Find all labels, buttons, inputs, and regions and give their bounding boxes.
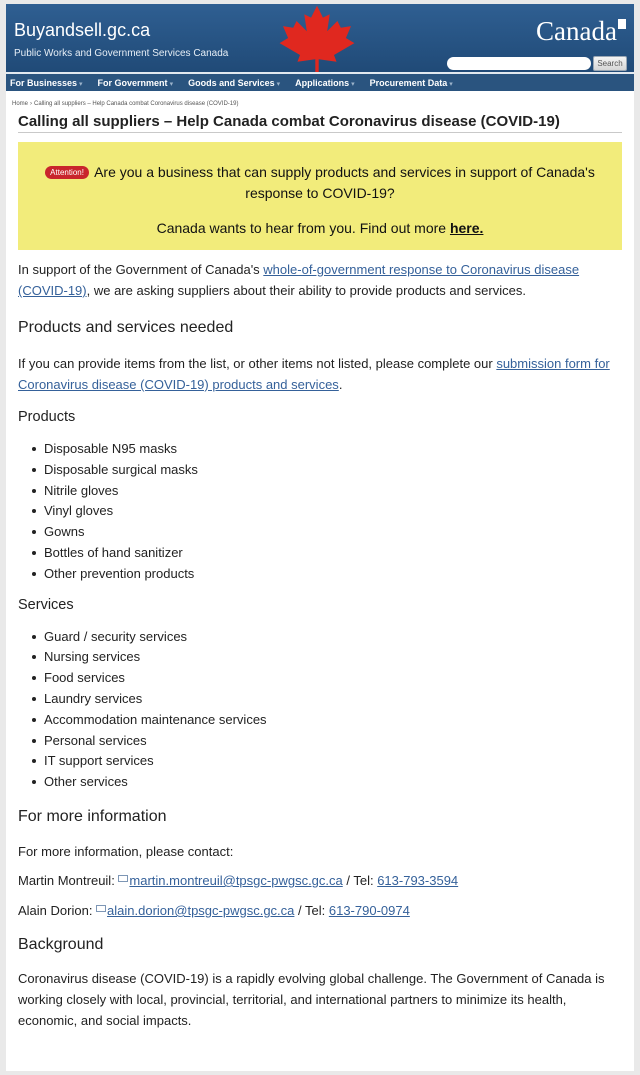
list-item: Vinyl gloves bbox=[44, 501, 622, 522]
site-subtitle: Public Works and Government Services Canada bbox=[14, 48, 229, 59]
caret-icon: ▾ bbox=[449, 80, 453, 88]
nav-applications[interactable] bbox=[295, 78, 355, 88]
breadcrumb-current: Calling all suppliers – Help Canada combat Coronavirus disease (COVID-19) bbox=[34, 101, 239, 107]
here-link[interactable]: here. bbox=[449, 220, 484, 236]
main-nav bbox=[6, 72, 634, 91]
list-item: Food services bbox=[44, 668, 622, 689]
nav-procurement-data[interactable] bbox=[370, 78, 453, 88]
submission-text: If you can provide items from the list, or other items not listed, please complete our bbox=[18, 356, 497, 371]
nav-label: Procurement Data bbox=[369, 77, 448, 88]
submission-form-link[interactable]: submission form for Coronavirus disease (COVID-19) products and services bbox=[18, 356, 610, 392]
tel-link-martin[interactable]: 613-793-3594 bbox=[377, 872, 459, 888]
site-header bbox=[6, 4, 634, 72]
products-needed-heading: Products and services needed bbox=[18, 319, 234, 336]
list-item: Disposable surgical masks bbox=[44, 460, 622, 481]
caret-icon: ▾ bbox=[276, 80, 281, 88]
list-item: Personal services bbox=[44, 731, 622, 752]
tel-link-alain[interactable]: 613-790-0974 bbox=[328, 902, 410, 918]
nav-label: Goods and Services bbox=[188, 77, 275, 88]
submission-text-end: . bbox=[338, 377, 343, 392]
attention-badge: Attention! bbox=[45, 166, 89, 179]
products-heading: Products bbox=[18, 409, 76, 425]
nav-for-government[interactable] bbox=[98, 78, 174, 88]
mail-icon bbox=[118, 875, 128, 882]
background-paragraph: Coronavirus disease (COVID-19) is a rapidly evolving global challenge. The Government of Canada is working closely with local, provincial, territorial, and international partners to minimize its health, economic, and social impacts. bbox=[18, 970, 605, 1028]
nav-label: For Businesses bbox=[10, 77, 78, 88]
products-list bbox=[18, 439, 622, 585]
caret-icon: ▾ bbox=[351, 80, 355, 88]
alert-call-to-action: Canada wants to hear from you. Find out more bbox=[156, 220, 450, 236]
intro-paragraph bbox=[18, 259, 622, 301]
nav-goods-and-services[interactable] bbox=[188, 78, 280, 88]
tel-label: / Tel: bbox=[342, 872, 378, 888]
nav-label: Applications bbox=[295, 77, 350, 88]
maple-leaf-icon bbox=[274, 4, 360, 72]
intro-text: In support of the Government of Canada's bbox=[18, 262, 264, 277]
submission-paragraph bbox=[18, 353, 622, 395]
caret-icon: ▾ bbox=[169, 80, 174, 88]
tel-label: / Tel: bbox=[294, 902, 329, 918]
contact-martin bbox=[18, 870, 622, 891]
nav-for-businesses[interactable] bbox=[10, 78, 83, 88]
alert-line-2 bbox=[18, 218, 622, 239]
page bbox=[6, 4, 634, 1071]
main-content bbox=[6, 259, 634, 1031]
breadcrumb-home[interactable]: Home bbox=[12, 101, 29, 107]
nav-label: For Government bbox=[97, 77, 168, 88]
list-item: Accommodation maintenance services bbox=[44, 710, 622, 731]
alert-line-1 bbox=[18, 162, 622, 204]
alert-question: Are you a business that can supply products and services in support of Canada's response to COVID-19? bbox=[94, 164, 595, 201]
flag-icon bbox=[618, 19, 626, 29]
site-title[interactable]: Buyandsell.gc.ca bbox=[14, 20, 151, 40]
mail-icon bbox=[96, 905, 106, 912]
more-info-heading: For more information bbox=[18, 807, 167, 825]
search-button[interactable]: Search bbox=[593, 56, 627, 71]
list-item: Other services bbox=[44, 772, 622, 793]
list-item: Other prevention products bbox=[44, 564, 622, 585]
canada-wordmark bbox=[536, 16, 626, 47]
list-item: Disposable N95 masks bbox=[44, 439, 622, 460]
page-title: Calling all suppliers – Help Canada combat Coronavirus disease (COVID-19) bbox=[18, 113, 622, 133]
contact-alain bbox=[18, 900, 622, 921]
wordmark-text: Canada bbox=[536, 16, 617, 46]
breadcrumb-separator-icon: › bbox=[30, 101, 33, 107]
attention-alert bbox=[18, 142, 622, 250]
caret-icon: ▾ bbox=[79, 80, 83, 88]
contact-name: Alain Dorion: bbox=[18, 902, 97, 918]
intro-text-end: , we are asking suppliers about their ability to provide products and services. bbox=[86, 283, 526, 298]
list-item: Laundry services bbox=[44, 689, 622, 710]
services-list bbox=[18, 627, 622, 793]
email-link-martin[interactable]: martin.montreuil@tpsgc-pwgsc.gc.ca bbox=[129, 872, 343, 888]
email-link-alain[interactable]: alain.dorion@tpsgc-pwgsc.gc.ca bbox=[107, 902, 295, 918]
search-input[interactable] bbox=[447, 57, 591, 70]
list-item: Nursing services bbox=[44, 647, 622, 668]
services-heading: Services bbox=[18, 596, 74, 613]
list-item: Nitrile gloves bbox=[44, 481, 622, 502]
whole-of-government-link[interactable]: whole-of-government response to Coronavirus disease (COVID-19) bbox=[18, 262, 580, 298]
background-heading: Background bbox=[18, 935, 104, 953]
list-item: Guard / security services bbox=[44, 627, 622, 648]
list-item: Gowns bbox=[44, 522, 622, 543]
list-item: IT support services bbox=[44, 751, 622, 772]
list-item: Bottles of hand sanitizer bbox=[44, 543, 622, 564]
contact-name: Martin Montreuil: bbox=[18, 872, 119, 888]
breadcrumb bbox=[6, 91, 634, 113]
contact-intro: For more information, please contact: bbox=[18, 843, 234, 859]
